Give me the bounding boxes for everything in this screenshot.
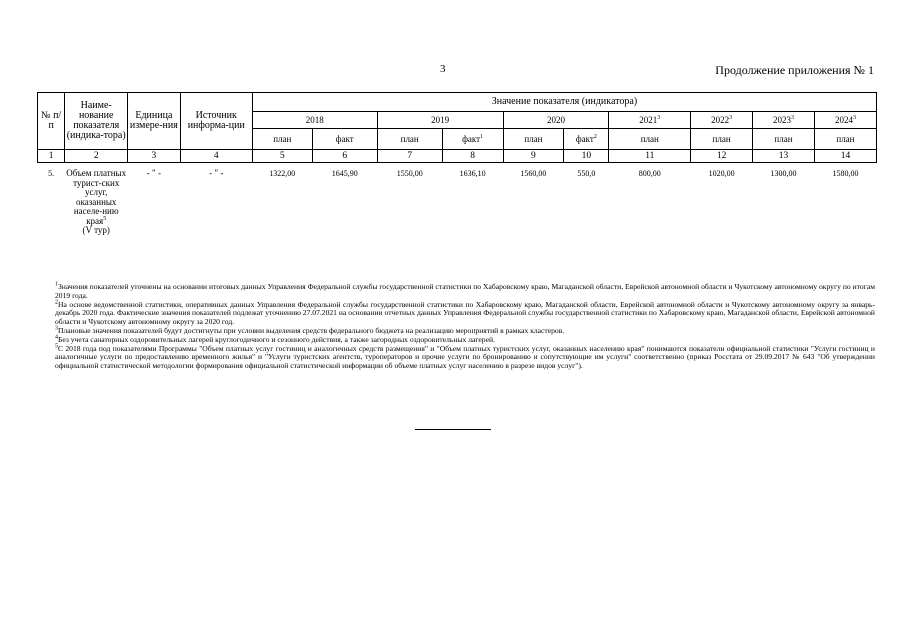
- subheader: факт$^2$: [564, 129, 609, 150]
- header-source: Источник информа-ции: [180, 93, 252, 150]
- continuation-title: Продолжение приложения № 1: [715, 63, 874, 77]
- row-value: 1645,90: [331, 169, 358, 178]
- column-number: 9: [503, 150, 564, 163]
- row-value: 800,00: [638, 169, 661, 178]
- header-num: № п/п: [38, 93, 65, 150]
- row-source: - " -: [209, 168, 224, 178]
- footnote: $^1$Значения показателей уточнены на основании итоговых данных Управления Федеральной службы государственной статистики по Хабаровскому краю, Магаданской области, Еврейской автономной области и Чукотскому автономному округу по итогам 2019 года.: [55, 281, 875, 300]
- row-value: 1580,00: [832, 169, 859, 178]
- column-number: 5: [252, 150, 312, 163]
- row-value: 1636,10: [459, 169, 486, 178]
- row-num: 5.: [48, 169, 55, 178]
- row-value: 1560,00: [520, 169, 547, 178]
- column-number: 10: [564, 150, 609, 163]
- footnote: $^2$На основе ведомственной статистики, оперативных данных Управления Федеральной службы государственной статистики по Хабаровскому краю, Магаданской области, Еврейской автономной области и Чукотскому автономному округу за январь-декабрь 2020 года. Фактические значения показателей подлежат уточнению 27.07.2021 на основании отчетных данных Управления Федеральной службы государственной статистики по Хабаровскому краю, Магаданской области, Еврейской автономной области и Чукотскому автономному округу за 2020 год.: [55, 299, 875, 327]
- subheader: факт$^1$: [442, 129, 503, 150]
- year-header: 2024$^3$: [814, 112, 876, 129]
- column-number: 6: [312, 150, 377, 163]
- column-number: 11: [609, 150, 691, 163]
- table-row: [38, 163, 877, 236]
- year-header: 2018: [252, 112, 377, 129]
- footnotes: [55, 283, 875, 371]
- subheader: факт: [312, 129, 377, 150]
- column-number: 13: [753, 150, 815, 163]
- row-value: 1020,00: [708, 169, 735, 178]
- page-number: 3: [440, 63, 446, 75]
- subheader: план: [609, 129, 691, 150]
- subheader: план: [814, 129, 876, 150]
- subheader: план: [377, 129, 442, 150]
- footnote: $^3$Плановые значения показателей будут достигнуты при условии выделения средств федерального бюджета на реализацию мероприятий в рамках кластеров.: [55, 325, 565, 335]
- end-rule: [415, 429, 491, 430]
- column-number: 8: [442, 150, 503, 163]
- column-number: 12: [691, 150, 753, 163]
- row-name: Объем платных турист-ских услуг, оказанных населе-нию края$^5$ (V тур): [66, 168, 127, 235]
- column-number: 1: [38, 150, 65, 163]
- header-value: Значение показателя (индикатора): [252, 93, 876, 112]
- column-number: 4: [180, 150, 252, 163]
- row-value: 1300,00: [770, 169, 797, 178]
- year-header: 2022$^3$: [691, 112, 753, 129]
- column-number: 3: [128, 150, 180, 163]
- footnote: $^4$Без учета санаторных оздоровительных лагерей круглогодичного и сезонного действия, а также загородных оздоровительных лагерей.: [55, 334, 495, 344]
- row-value: 550,0: [577, 169, 596, 178]
- row-value: 1550,00: [396, 169, 423, 178]
- year-header: 2021$^3$: [609, 112, 691, 129]
- row-unit: - " -: [146, 168, 161, 178]
- year-header: 2020: [503, 112, 609, 129]
- footnote: $^5$С 2018 года под показателями Программы "Объем платных услуг гостиниц и аналогичных средств размещения" и "Объем платных туристских услуг, оказанных населению края" понимаются показатели официальной статистики "Услуги гостиниц и аналогичные услуги по предоставлению временного жилья" и "Услуги туристских агентств, туроператоров и прочие услуги по бронированию и сопутствующие им услуги" соответственно (приказ Росстата от 29.09.2017 № 643 "Об утверждении официальной статистической методологии формирования официальной статистической информации об объеме платных услуг населению в разрезе видов услуг").: [55, 343, 875, 371]
- column-number: 2: [65, 150, 128, 163]
- column-number: 14: [814, 150, 876, 163]
- subheader: план: [691, 129, 753, 150]
- header-unit: Единица измере-ния: [128, 93, 180, 150]
- year-header: 2019: [377, 112, 503, 129]
- row-value: 1322,00: [269, 169, 296, 178]
- indicator-table: [37, 92, 877, 236]
- subheader: план: [252, 129, 312, 150]
- column-number: 7: [377, 150, 442, 163]
- subheader: план: [753, 129, 815, 150]
- header-name: Наиме-нование показателя (индика-тора): [65, 93, 128, 150]
- subheader: план: [503, 129, 564, 150]
- year-header: 2023$^3$: [753, 112, 815, 129]
